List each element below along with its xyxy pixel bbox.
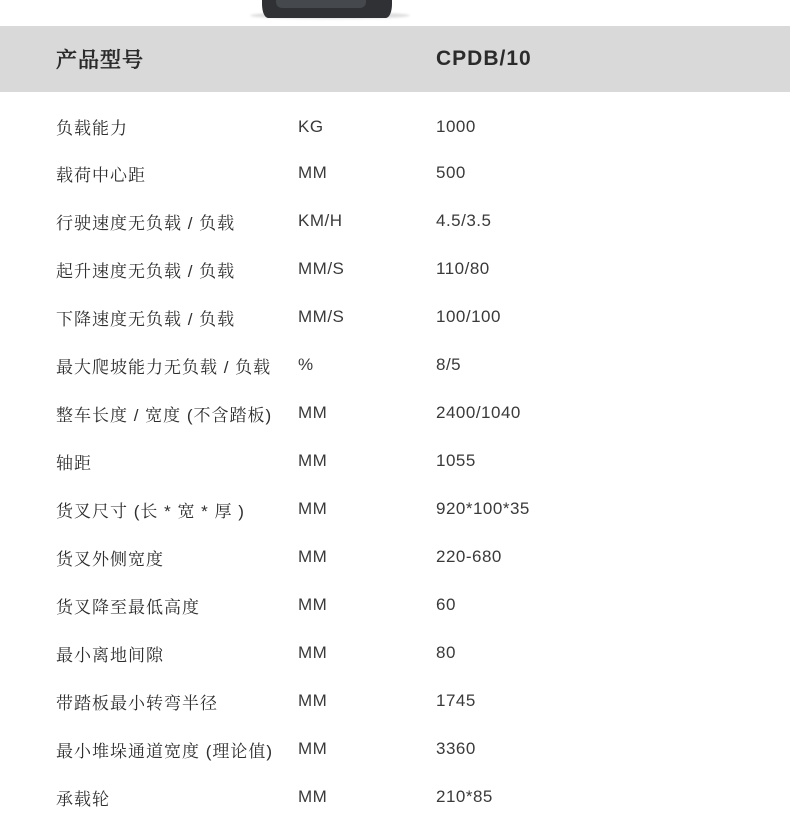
table-row (0, 725, 790, 773)
specification-table (0, 26, 790, 821)
table-row (0, 197, 790, 245)
row-value: 500 (426, 149, 790, 197)
row-unit: MM (298, 773, 426, 821)
table-header-row (0, 26, 790, 92)
header-cell-name: 产品型号 (0, 26, 298, 92)
row-label: 货叉降至最低高度 (0, 581, 298, 629)
row-value: 920*100*35 (426, 485, 790, 533)
row-value: 2400/1040 (426, 389, 790, 437)
table-row (0, 533, 790, 581)
table-row (0, 149, 790, 197)
row-value: 80 (426, 629, 790, 677)
row-label: 轴距 (0, 437, 298, 485)
row-unit: KM/H (298, 197, 426, 245)
row-unit: MM (298, 581, 426, 629)
row-label: 最小堆垛通道宽度 (理论值) (0, 725, 298, 773)
table-row (0, 245, 790, 293)
table-row (0, 773, 790, 821)
table-row (0, 629, 790, 677)
row-unit: MM (298, 629, 426, 677)
row-label: 最大爬坡能力无负载 / 负载 (0, 341, 298, 389)
row-unit: MM (298, 485, 426, 533)
row-unit: MM (298, 533, 426, 581)
row-value: 8/5 (426, 341, 790, 389)
row-unit: % (298, 341, 426, 389)
table-row (0, 92, 790, 149)
row-label: 下降速度无负载 / 负载 (0, 293, 298, 341)
header-cell-model: CPDB/10 (426, 26, 790, 92)
row-label: 起升速度无负载 / 负载 (0, 245, 298, 293)
row-value: 4.5/3.5 (426, 197, 790, 245)
row-value: 110/80 (426, 245, 790, 293)
row-value: 100/100 (426, 293, 790, 341)
row-unit: MM (298, 677, 426, 725)
table-row (0, 677, 790, 725)
row-label: 负载能力 (0, 92, 298, 149)
row-unit: MM/S (298, 245, 426, 293)
table-body (0, 92, 790, 821)
row-value: 60 (426, 581, 790, 629)
table-row (0, 485, 790, 533)
row-unit: MM (298, 725, 426, 773)
row-unit: MM (298, 149, 426, 197)
row-label: 整车长度 / 宽度 (不含踏板) (0, 389, 298, 437)
product-image-base (276, 0, 366, 8)
row-value: 1000 (426, 92, 790, 149)
row-value: 3360 (426, 725, 790, 773)
row-label: 承载轮 (0, 773, 298, 821)
row-value: 1745 (426, 677, 790, 725)
table-header (0, 26, 790, 92)
row-value: 220-680 (426, 533, 790, 581)
row-unit: MM (298, 437, 426, 485)
row-unit: KG (298, 92, 426, 149)
row-label: 最小离地间隙 (0, 629, 298, 677)
row-unit: MM (298, 389, 426, 437)
table-row (0, 293, 790, 341)
row-label: 载荷中心距 (0, 149, 298, 197)
row-value: 1055 (426, 437, 790, 485)
row-label: 带踏板最小转弯半径 (0, 677, 298, 725)
table-row (0, 389, 790, 437)
row-label: 货叉外侧宽度 (0, 533, 298, 581)
row-label: 货叉尺寸 (长 * 宽 * 厚 ) (0, 485, 298, 533)
table-row (0, 437, 790, 485)
table-row (0, 341, 790, 389)
table-row (0, 581, 790, 629)
product-image (0, 0, 790, 26)
row-unit: MM/S (298, 293, 426, 341)
row-label: 行驶速度无负载 / 负载 (0, 197, 298, 245)
row-value: 210*85 (426, 773, 790, 821)
header-cell-unit (298, 26, 426, 92)
